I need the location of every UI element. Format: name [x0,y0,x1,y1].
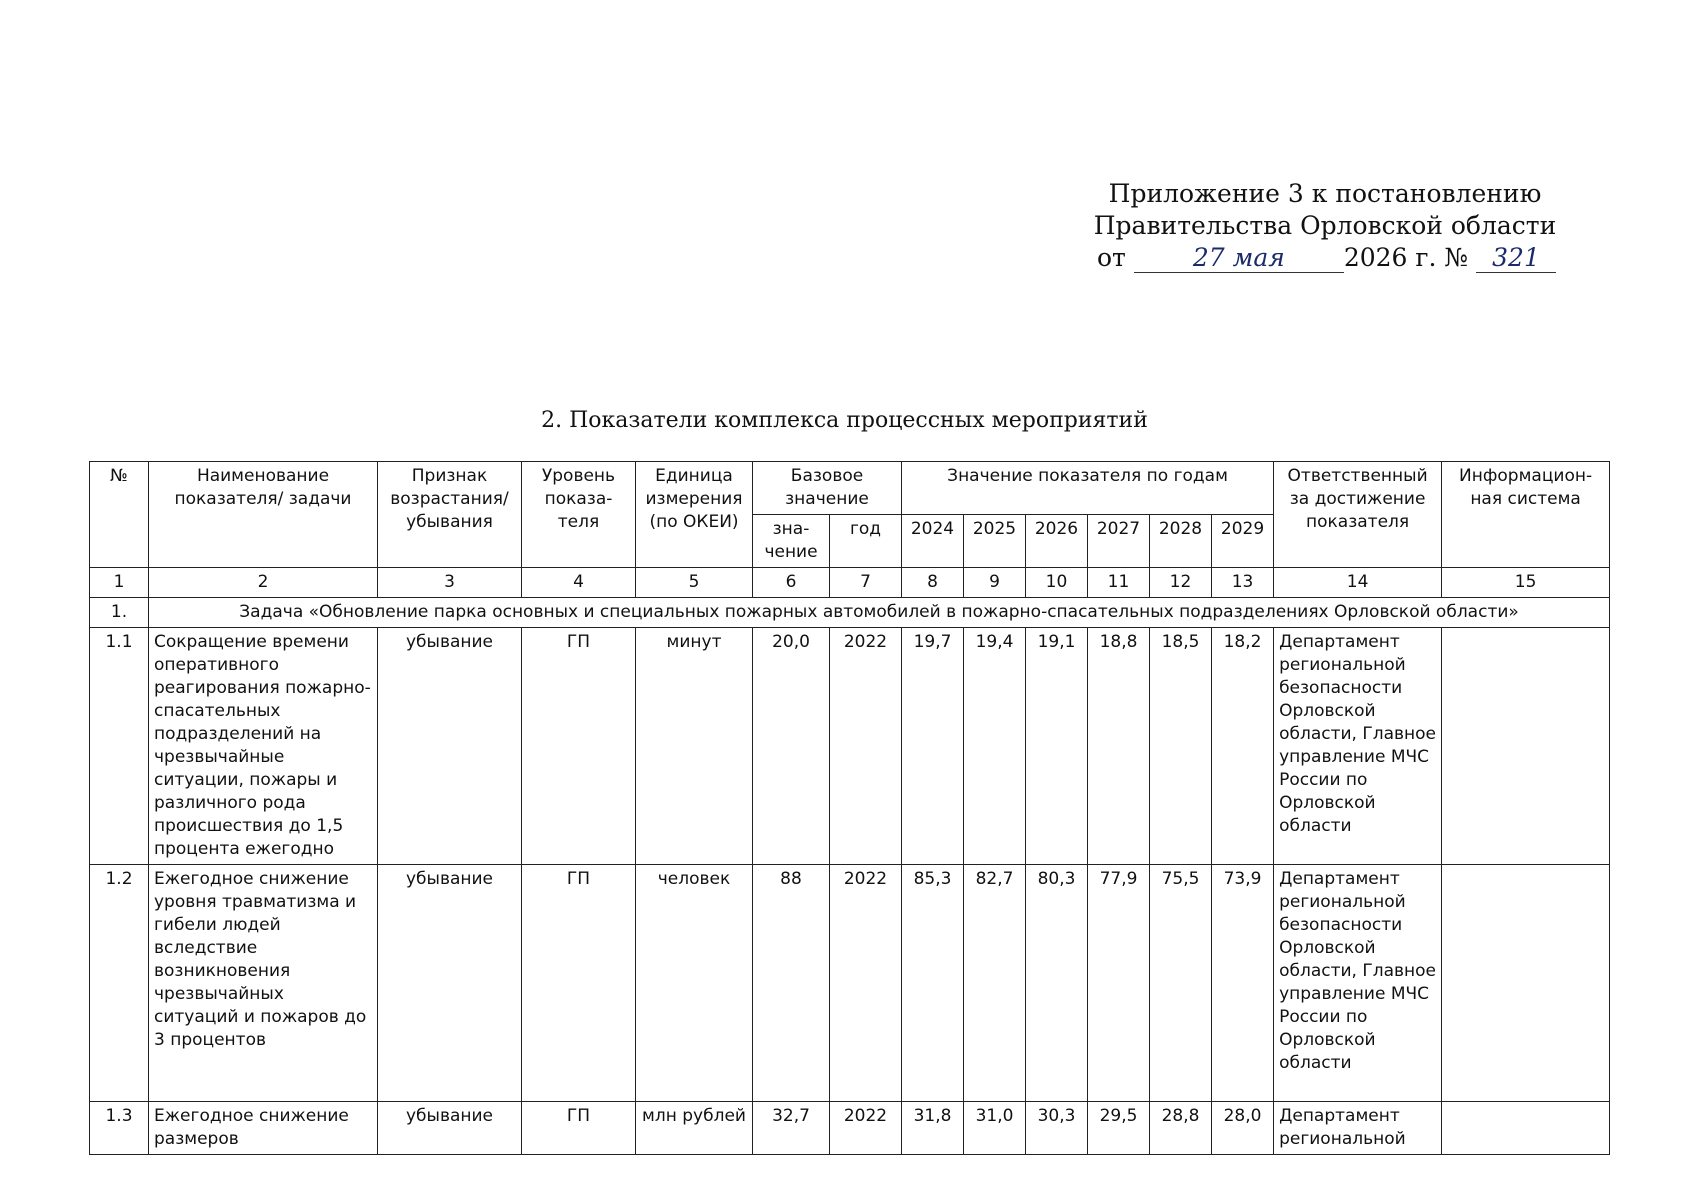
header-base-value: зна- чение [753,515,830,568]
value-2029: 73,9 [1212,865,1274,1102]
indicator-sign: убывание [378,1102,522,1155]
base-value: 20,0 [753,628,830,865]
indicators-table [89,461,1610,1155]
column-number: 9 [964,568,1026,598]
value-2029: 28,0 [1212,1102,1274,1155]
column-number: 4 [522,568,636,598]
value-2024: 85,3 [902,865,964,1102]
handwritten-date: 27 мая [1134,244,1344,273]
header-years-group: Значение показателя по годам [902,462,1274,515]
header-year-2026: 2026 [1026,515,1088,568]
row-number: 1.2 [90,865,149,1102]
indicator-unit: человек [636,865,753,1102]
value-2028: 75,5 [1150,865,1212,1102]
header-sign: Признак возрастания/ убывания [378,462,522,568]
header-info-system: Информацион- ная система [1442,462,1610,568]
table-row [90,628,1610,865]
header-year-2028: 2028 [1150,515,1212,568]
column-number: 2 [149,568,378,598]
header-base: Базовое значение [753,462,902,515]
header-no: № [90,462,149,568]
indicator-name: Сокращение времени оперативного реагирования пожарно-спасательных подразделений на чрезвычайные ситуации, пожары и различного рода происшествия до 1,5 процента ежегодно [149,628,378,865]
value-2027: 18,8 [1088,628,1150,865]
row-number: 1.3 [90,1102,149,1155]
base-year: 2022 [830,628,902,865]
column-number: 6 [753,568,830,598]
appendix-line-3 [1085,242,1565,274]
indicator-name: Ежегодное снижение размеров [149,1102,378,1155]
info-system [1442,628,1610,865]
value-2027: 29,5 [1088,1102,1150,1155]
header-year-2029: 2029 [1212,515,1274,568]
appendix-prefix: от [1097,243,1126,272]
base-value: 32,7 [753,1102,830,1155]
value-2027: 77,9 [1088,865,1150,1102]
task-number: 1. [90,598,149,628]
base-year: 2022 [830,865,902,1102]
appendix-header [1085,178,1565,274]
value-2028: 18,5 [1150,628,1212,865]
section-title: 2. Показатели комплекса процессных мероприятий [541,408,1148,433]
value-2025: 31,0 [964,1102,1026,1155]
base-year: 2022 [830,1102,902,1155]
column-number: 7 [830,568,902,598]
header-responsible: Ответственный за достижение показателя [1274,462,1442,568]
column-number: 15 [1442,568,1610,598]
indicator-unit: минут [636,628,753,865]
responsible: Департамент региональной [1274,1102,1442,1155]
table-row [90,865,1610,1102]
indicator-unit: млн рублей [636,1102,753,1155]
column-number: 5 [636,568,753,598]
appendix-line-1: Приложение 3 к постановлению [1108,179,1542,208]
column-number: 13 [1212,568,1274,598]
indicator-level: ГП [522,1102,636,1155]
value-2025: 19,4 [964,628,1026,865]
row-number: 1.1 [90,628,149,865]
header-name: Наименование показателя/ задачи [149,462,378,568]
indicator-level: ГП [522,628,636,865]
value-2024: 31,8 [902,1102,964,1155]
column-number: 14 [1274,568,1442,598]
responsible: Департамент региональной безопасности Орловской области, Главное управление МЧС России по Орловской области [1274,865,1442,1102]
column-number: 12 [1150,568,1212,598]
header-base-year: год [830,515,902,568]
value-2029: 18,2 [1212,628,1274,865]
info-system [1442,1102,1610,1155]
task-row [90,598,1610,628]
column-number: 11 [1088,568,1150,598]
column-number: 3 [378,568,522,598]
value-2026: 19,1 [1026,628,1088,865]
task-text: Задача «Обновление парка основных и специальных пожарных автомобилей в пожарно-спасательных подразделениях Орловской области» [149,598,1610,628]
appendix-year: 2026 г. № [1343,243,1469,272]
handwritten-number: 321 [1476,244,1556,273]
header-row-1 [90,462,1610,515]
indicator-sign: убывание [378,865,522,1102]
header-unit: Единица измерения (по ОКЕИ) [636,462,753,568]
column-number: 10 [1026,568,1088,598]
header-level: Уровень показа- теля [522,462,636,568]
indicator-level: ГП [522,865,636,1102]
base-value: 88 [753,865,830,1102]
value-2028: 28,8 [1150,1102,1212,1155]
header-year-2025: 2025 [964,515,1026,568]
value-2024: 19,7 [902,628,964,865]
value-2026: 80,3 [1026,865,1088,1102]
column-numbers-row [90,568,1610,598]
column-number: 8 [902,568,964,598]
header-year-2027: 2027 [1088,515,1150,568]
header-year-2024: 2024 [902,515,964,568]
appendix-line-2: Правительства Орловской области [1093,211,1557,240]
value-2026: 30,3 [1026,1102,1088,1155]
indicator-name: Ежегодное снижение уровня травматизма и гибели людей вследствие возникновения чрезвычайных ситуаций и пожаров до 3 процентов [149,865,378,1102]
table-row [90,1102,1610,1155]
column-number: 1 [90,568,149,598]
value-2025: 82,7 [964,865,1026,1102]
info-system [1442,865,1610,1102]
indicator-sign: убывание [378,628,522,865]
responsible: Департамент региональной безопасности Орловской области, Главное управление МЧС России по Орловской области [1274,628,1442,865]
